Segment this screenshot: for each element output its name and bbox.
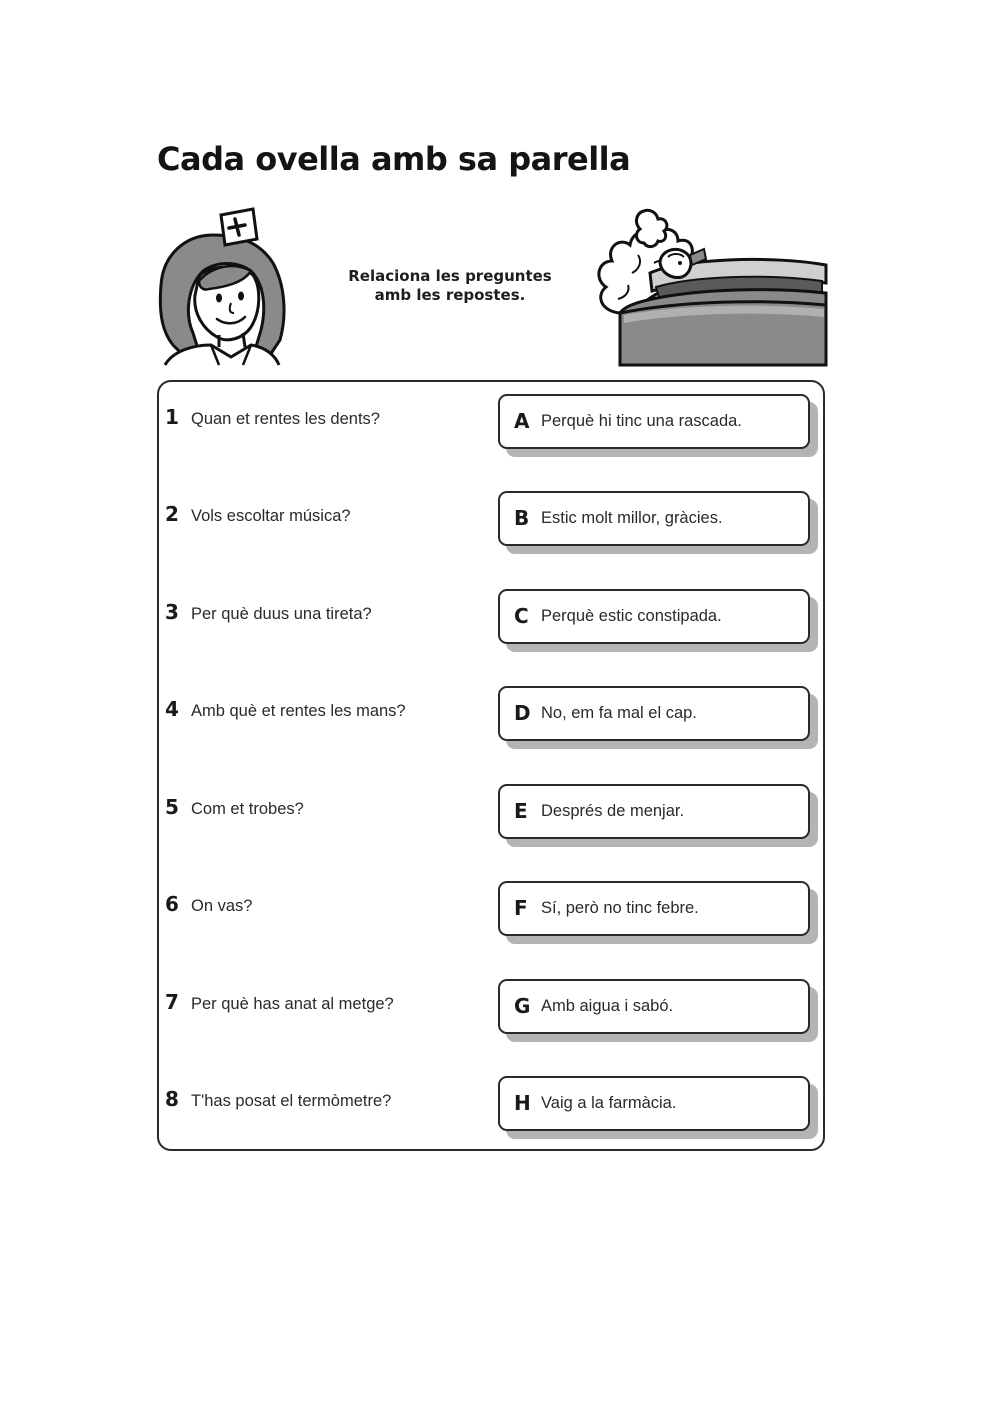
match-row: [0, 686, 1000, 746]
bathtub-icon: [590, 203, 832, 368]
answer-letter: D: [514, 701, 531, 725]
page-title: Cada ovella amb sa parella: [157, 140, 631, 178]
match-row: [0, 394, 1000, 454]
answer-box[interactable]: [498, 491, 810, 546]
answer-box[interactable]: [498, 881, 810, 936]
question-text: Per què has anat al metge?: [191, 995, 394, 1013]
answer-text: Sí, però no tinc febre.: [541, 899, 699, 917]
question-number: 7: [165, 990, 179, 1014]
question-number: 5: [165, 795, 179, 819]
answer-text: Perquè estic constipada.: [541, 607, 722, 625]
answer-letter: E: [514, 799, 528, 823]
match-row: [0, 491, 1000, 551]
answer-letter: F: [514, 896, 528, 920]
question-number: 3: [165, 600, 179, 624]
answer-box[interactable]: [498, 784, 810, 839]
nurse-icon: [155, 205, 290, 367]
answer-letter: C: [514, 604, 529, 628]
question-text: Quan et rentes les dents?: [191, 410, 380, 428]
answer-box[interactable]: [498, 394, 810, 449]
question-text: Amb què et rentes les mans?: [191, 702, 406, 720]
answer-letter: G: [514, 994, 531, 1018]
question-number: 2: [165, 502, 179, 526]
question-number: 4: [165, 697, 179, 721]
match-row: [0, 589, 1000, 649]
answer-text: Perquè hi tinc una rascada.: [541, 412, 742, 430]
match-row: [0, 784, 1000, 844]
answer-box[interactable]: [498, 979, 810, 1034]
answer-text: No, em fa mal el cap.: [541, 704, 697, 722]
question-number: 6: [165, 892, 179, 916]
answer-text: Després de menjar.: [541, 802, 685, 820]
question-number: 1: [165, 405, 179, 429]
answer-letter: A: [514, 409, 530, 433]
answer-letter: B: [514, 506, 530, 530]
question-text: On vas?: [191, 897, 253, 915]
answer-box[interactable]: [498, 1076, 810, 1131]
instruction-line-1: Relaciona les preguntes: [348, 267, 552, 285]
answer-box[interactable]: [498, 589, 810, 644]
instruction-line-2: amb les repostes.: [374, 286, 526, 304]
answer-text: Estic molt millor, gràcies.: [541, 509, 723, 527]
question-text: Vols escoltar música?: [191, 507, 351, 525]
answer-letter: H: [514, 1091, 531, 1115]
question-text: T'has posat el termòmetre?: [191, 1092, 392, 1110]
match-row: [0, 1076, 1000, 1136]
match-row: [0, 979, 1000, 1039]
answer-text: Amb aigua i sabó.: [541, 997, 674, 1015]
question-text: Com et trobes?: [191, 800, 304, 818]
match-row: [0, 881, 1000, 941]
question-number: 8: [165, 1087, 179, 1111]
instruction-text: [330, 267, 570, 305]
question-text: Per què duus una tireta?: [191, 605, 372, 623]
answer-box[interactable]: [498, 686, 810, 741]
answer-text: Vaig a la farmàcia.: [541, 1094, 677, 1112]
